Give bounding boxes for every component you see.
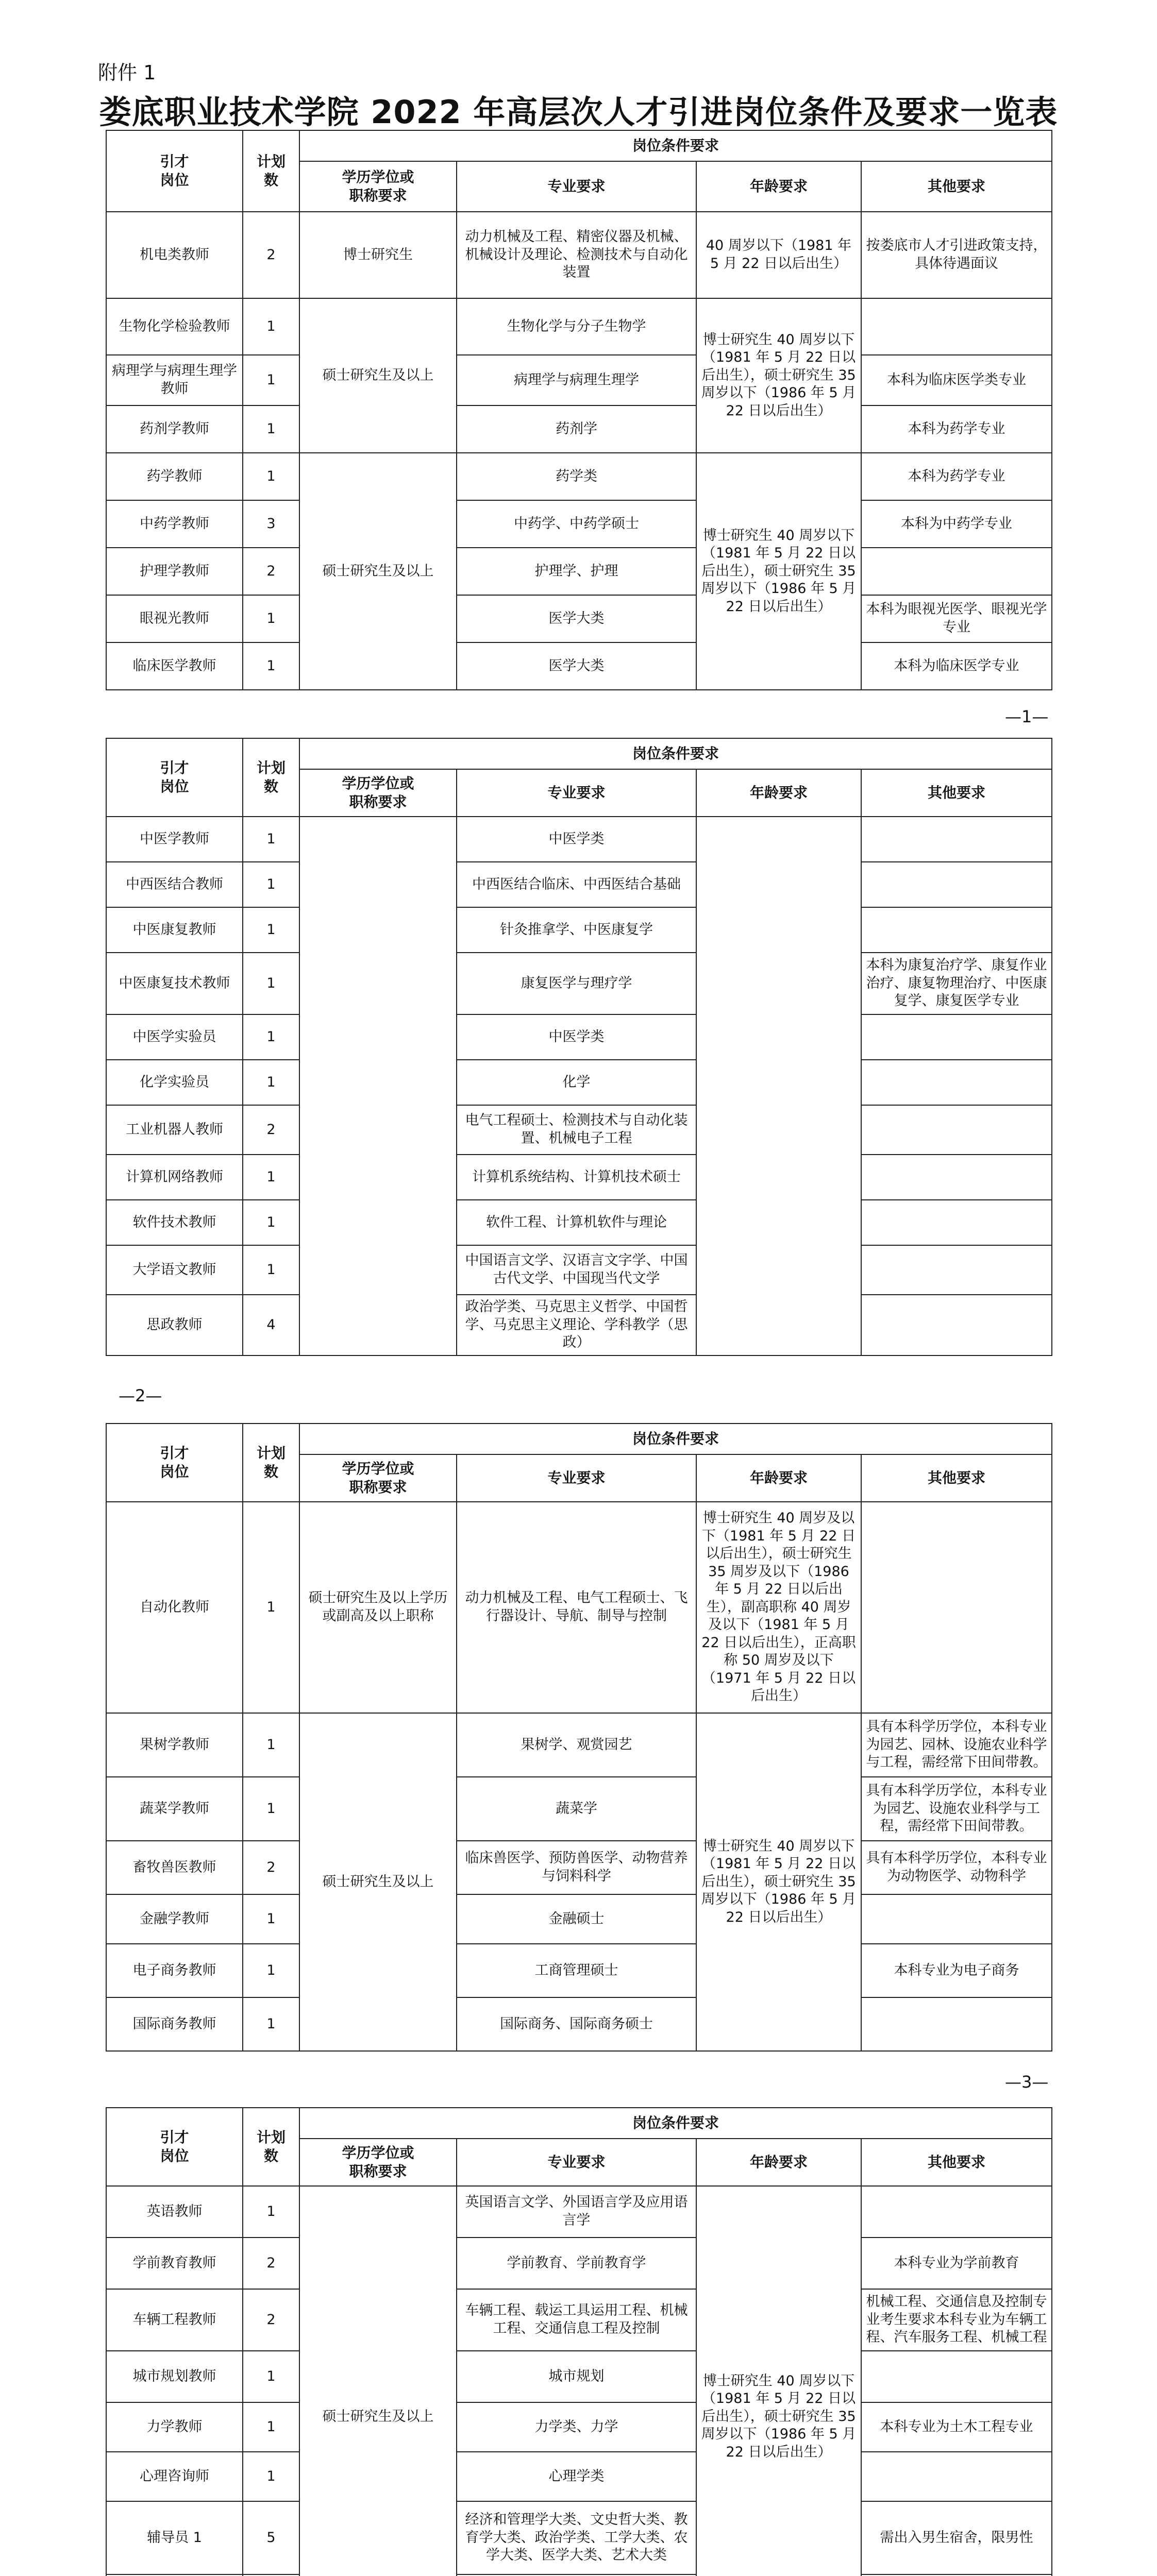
- degree-cell: 硕士研究生及以上: [299, 2186, 457, 2576]
- major-cell: 计算机系统结构、计算机技术硕士: [457, 1155, 696, 1200]
- major-cell: 城市规划: [457, 2351, 696, 2402]
- header-plan: 计划 数: [243, 738, 299, 817]
- header-plan: 计划 数: [243, 1423, 299, 1502]
- other-cell: [861, 862, 1052, 907]
- other-cell: 本科专业为学前教育: [861, 2238, 1052, 2289]
- other-cell: 需出入男生宿舍，限男性: [861, 2501, 1052, 2574]
- other-cell: 本科为药学专业: [861, 453, 1052, 500]
- post-cell: 中医康复教师: [106, 907, 243, 953]
- plan-cell: 2: [243, 212, 299, 298]
- other-cell: 本科为临床医学类专业: [861, 355, 1052, 405]
- plan-cell: 1: [243, 453, 299, 500]
- table-row: [106, 405, 1052, 453]
- other-cell: 具有本科学历学位，本科专业为动物医学、动物科学: [861, 1841, 1052, 1894]
- table-row: [106, 1713, 1052, 1777]
- table-row: [106, 548, 1052, 595]
- post-cell: 病理学与病理生理学教师: [106, 355, 243, 405]
- table-row: [106, 1155, 1052, 1200]
- other-cell: 按娄底市人才引进政策支持，具体待遇面议: [861, 212, 1052, 298]
- table-row: [106, 2501, 1052, 2574]
- major-cell: 英国语言文学、外国语言学及应用语言学: [457, 2186, 696, 2238]
- plan-cell: 2: [243, 1841, 299, 1894]
- major-cell: 护理学、护理: [457, 548, 696, 595]
- post-cell: 金融学教师: [106, 1894, 243, 1944]
- degree-cell: 博士研究生: [299, 212, 457, 298]
- major-cell: 软件工程、计算机软件与理论: [457, 1200, 696, 1245]
- degree-cell: 硕士研究生及以上: [299, 298, 457, 453]
- plan-cell: 1: [243, 2452, 299, 2501]
- post-cell: 自动化教师: [106, 1502, 243, 1713]
- plan-cell: 1: [243, 595, 299, 642]
- table-row: [106, 642, 1052, 690]
- other-cell: 本科为临床医学专业: [861, 642, 1052, 690]
- post-cell: 力学教师: [106, 2402, 243, 2452]
- table-row: [106, 2289, 1052, 2351]
- post-cell: 国际商务教师: [106, 1997, 243, 2051]
- table-row: [106, 2238, 1052, 2289]
- other-cell: [861, 907, 1052, 953]
- other-cell: [861, 2452, 1052, 2501]
- post-cell: 城市规划教师: [106, 2351, 243, 2402]
- plan-cell: 1: [243, 1502, 299, 1713]
- table-row: [106, 1777, 1052, 1841]
- major-cell: 车辆工程、载运工具运用工程、机械工程、交通信息工程及控制: [457, 2289, 696, 2351]
- major-cell: 学前教育、学前教育学: [457, 2238, 696, 2289]
- header-post: 引才 岗位: [106, 1423, 243, 1502]
- page-number: —3—: [1005, 2072, 1049, 2092]
- degree-cell: 硕士研究生及以上: [299, 453, 457, 690]
- table-row: [106, 2452, 1052, 2501]
- page-number: —1—: [1005, 707, 1049, 726]
- header-post: 引才 岗位: [106, 130, 243, 212]
- other-cell: 本科为眼视光医学、眼视光学专业: [861, 595, 1052, 642]
- plan-cell: 1: [243, 1777, 299, 1841]
- major-cell: 金融硕士: [457, 1894, 696, 1944]
- major-cell: 动力机械及工程、精密仪器及机械、机械设计及理论、检测技术与自动化装置: [457, 212, 696, 298]
- post-cell: 机电类教师: [106, 212, 243, 298]
- degree-cell: [299, 817, 457, 1355]
- other-cell: [861, 817, 1052, 862]
- plan-cell: 1: [243, 1894, 299, 1944]
- plan-cell: 1: [243, 355, 299, 405]
- table-row: [106, 1105, 1052, 1155]
- table-row: [106, 1295, 1052, 1355]
- major-cell: 针灸推拿学、中医康复学: [457, 907, 696, 953]
- header-major: 专业要求: [457, 2139, 696, 2186]
- other-cell: 本科为药学专业: [861, 405, 1052, 453]
- post-cell: 药学教师: [106, 453, 243, 500]
- plan-cell: 1: [243, 2402, 299, 2452]
- plan-cell: 5: [243, 2501, 299, 2574]
- plan-cell: 1: [243, 298, 299, 355]
- post-cell: 眼视光教师: [106, 595, 243, 642]
- major-cell: 中医学类: [457, 817, 696, 862]
- header-post: 引才 岗位: [106, 738, 243, 817]
- table-row: [106, 953, 1052, 1014]
- age-cell: 博士研究生 40 周岁以下（1981 年 5 月 22 日以后出生），硕士研究生 35 周岁以下（1986 年 5 月 22 日以后出生）: [696, 298, 861, 453]
- plan-cell: 2: [243, 1105, 299, 1155]
- age-cell: 博士研究生 40 周岁以下（1981 年 5 月 22 日以后出生），硕士研究生 35 周岁以下（1986 年 5 月 22 日以后出生）: [696, 453, 861, 690]
- other-cell: [861, 1997, 1052, 2051]
- age-cell: 40 周岁以下（1981 年 5 月 22 日以后出生）: [696, 212, 861, 298]
- post-cell: 软件技术教师: [106, 1200, 243, 1245]
- plan-cell: 2: [243, 2238, 299, 2289]
- table-row: [106, 1841, 1052, 1894]
- major-cell: 动力机械及工程、电气工程硕士、飞行器设计、导航、制导与控制: [457, 1502, 696, 1713]
- header-plan: 计划 数: [243, 130, 299, 212]
- degree-cell: 硕士研究生及以上: [299, 1713, 457, 2051]
- post-cell: 果树学教师: [106, 1713, 243, 1777]
- table-row: [106, 2186, 1052, 2238]
- header-conditions: 岗位条件要求: [299, 2108, 1052, 2139]
- post-cell: 蔬菜学教师: [106, 1777, 243, 1841]
- requirements-table-2: [106, 738, 1052, 1356]
- table-row: [106, 500, 1052, 548]
- plan-cell: 1: [243, 862, 299, 907]
- plan-cell: 1: [243, 907, 299, 953]
- major-cell: 电气工程硕士、检测技术与自动化装置、机械电子工程: [457, 1105, 696, 1155]
- age-cell: [696, 817, 861, 1355]
- other-cell: 本科专业为电子商务: [861, 1944, 1052, 1997]
- major-cell: 果树学、观赏园艺: [457, 1713, 696, 1777]
- plan-cell: 1: [243, 817, 299, 862]
- header-degree: 学历学位或 职称要求: [299, 769, 457, 817]
- table-row: [106, 298, 1052, 355]
- plan-cell: 1: [243, 1060, 299, 1105]
- major-cell: 药剂学: [457, 405, 696, 453]
- post-cell: 中医康复技术教师: [106, 953, 243, 1014]
- plan-cell: 1: [243, 405, 299, 453]
- major-cell: 病理学与病理生理学: [457, 355, 696, 405]
- other-cell: [861, 1060, 1052, 1105]
- plan-cell: 1: [243, 953, 299, 1014]
- other-cell: [861, 1200, 1052, 1245]
- major-cell: 中医学类: [457, 1014, 696, 1060]
- header-major: 专业要求: [457, 161, 696, 212]
- post-cell: 中医学实验员: [106, 1014, 243, 1060]
- post-cell: 生物化学检验教师: [106, 298, 243, 355]
- post-cell: 辅导员 1: [106, 2501, 243, 2574]
- header-other: 其他要求: [861, 161, 1052, 212]
- table-row: [106, 595, 1052, 642]
- table-row: [106, 1200, 1052, 1245]
- plan-cell: 1: [243, 1997, 299, 2051]
- major-cell: 政治学类、马克思主义哲学、中国哲学、马克思主义理论、学科教学（思政）: [457, 1295, 696, 1355]
- header-major: 专业要求: [457, 1454, 696, 1502]
- table-row: [106, 1502, 1052, 1713]
- plan-cell: 2: [243, 2289, 299, 2351]
- major-cell: 国际商务、国际商务硕士: [457, 1997, 696, 2051]
- requirements-table-3: [106, 1423, 1052, 2052]
- age-cell: 博士研究生 40 周岁以下（1981 年 5 月 22 日以后出生），硕士研究生 35 周岁以下（1986 年 5 月 22 日以后出生）: [696, 1713, 861, 2051]
- post-cell: 思政教师: [106, 1295, 243, 1355]
- post-cell: 畜牧兽医教师: [106, 1841, 243, 1894]
- table-row: [106, 862, 1052, 907]
- major-cell: 化学: [457, 1060, 696, 1105]
- header-major: 专业要求: [457, 769, 696, 817]
- header-degree: 学历学位或 职称要求: [299, 2139, 457, 2186]
- other-cell: [861, 1245, 1052, 1295]
- major-cell: 工商管理硕士: [457, 1944, 696, 1997]
- header-post: 引才 岗位: [106, 2108, 243, 2186]
- header-other: 其他要求: [861, 2139, 1052, 2186]
- table-row: [106, 355, 1052, 405]
- plan-cell: 1: [243, 1155, 299, 1200]
- major-cell: 药学类: [457, 453, 696, 500]
- other-cell: 本科为康复治疗学、康复作业治疗、康复物理治疗、中医康复学、康复医学专业: [861, 953, 1052, 1014]
- post-cell: 化学实验员: [106, 1060, 243, 1105]
- requirements-table-1: [106, 130, 1052, 690]
- plan-cell: 1: [243, 1245, 299, 1295]
- post-cell: 学前教育教师: [106, 2238, 243, 2289]
- plan-cell: 1: [243, 2351, 299, 2402]
- post-cell: 工业机器人教师: [106, 1105, 243, 1155]
- table-row: [106, 1014, 1052, 1060]
- header-age: 年龄要求: [696, 2139, 861, 2186]
- major-cell: 心理学类: [457, 2452, 696, 2501]
- major-cell: 生物化学与分子生物学: [457, 298, 696, 355]
- degree-cell: 硕士研究生及以上学历或副高及以上职称: [299, 1502, 457, 1713]
- header-degree: 学历学位或 职称要求: [299, 1454, 457, 1502]
- header-other: 其他要求: [861, 1454, 1052, 1502]
- post-cell: 中药学教师: [106, 500, 243, 548]
- table-row: [106, 2402, 1052, 2452]
- header-other: 其他要求: [861, 769, 1052, 817]
- age-cell: 博士研究生 40 周岁以下（1981 年 5 月 22 日以后出生），硕士研究生 35 周岁以下（1986 年 5 月 22 日以后出生）: [696, 2186, 861, 2576]
- attachment-label: 附件 1: [98, 61, 156, 84]
- other-cell: [861, 1295, 1052, 1355]
- table-row: [106, 1060, 1052, 1105]
- table-row: [106, 817, 1052, 862]
- major-cell: 蔬菜学: [457, 1777, 696, 1841]
- post-cell: 临床医学教师: [106, 642, 243, 690]
- post-cell: 车辆工程教师: [106, 2289, 243, 2351]
- plan-cell: 1: [243, 1713, 299, 1777]
- plan-cell: 1: [243, 1944, 299, 1997]
- document-title: 娄底职业技术学院 2022 年高层次人才引进岗位条件及要求一览表: [99, 93, 1058, 131]
- other-cell: [861, 2351, 1052, 2402]
- table-row: [106, 1944, 1052, 1997]
- plan-cell: 1: [243, 1200, 299, 1245]
- post-cell: 心理咨询师: [106, 2452, 243, 2501]
- other-cell: 具有本科学历学位，本科专业为园艺、设施农业科学与工程，需经常下田间带教。: [861, 1777, 1052, 1841]
- major-cell: 经济和管理学大类、文史哲大类、教育学大类、政治学类、工学大类、农学大类、医学大类、艺术大类: [457, 2501, 696, 2574]
- major-cell: 临床兽医学、预防兽医学、动物营养与饲料科学: [457, 1841, 696, 1894]
- age-cell: 博士研究生 40 周岁及以下（1981 年 5 月 22 日以后出生），硕士研究生 35 周岁及以下（1986 年 5 月 22 日以后出生），副高职称 40 周岁及以下（1981 年 5 月 22 日以后出生），正高职称 50 周岁及以下（1971 年 5 月 22 日以后出生）: [696, 1502, 861, 1713]
- other-cell: 本科为中药学专业: [861, 500, 1052, 548]
- post-cell: 药剂学教师: [106, 405, 243, 453]
- major-cell: 医学大类: [457, 642, 696, 690]
- header-conditions: 岗位条件要求: [299, 130, 1052, 161]
- post-cell: 计算机网络教师: [106, 1155, 243, 1200]
- major-cell: 力学类、力学: [457, 2402, 696, 2452]
- header-age: 年龄要求: [696, 769, 861, 817]
- post-cell: 英语教师: [106, 2186, 243, 2238]
- other-cell: [861, 1105, 1052, 1155]
- plan-cell: 2: [243, 548, 299, 595]
- major-cell: 中西医结合临床、中西医结合基础: [457, 862, 696, 907]
- plan-cell: 1: [243, 2186, 299, 2238]
- other-cell: 本科专业为土木工程专业: [861, 2402, 1052, 2452]
- other-cell: [861, 1502, 1052, 1713]
- requirements-table-4: [106, 2107, 1052, 2576]
- other-cell: [861, 1014, 1052, 1060]
- major-cell: 康复医学与理疗学: [457, 953, 696, 1014]
- other-cell: [861, 1155, 1052, 1200]
- other-cell: 机械工程、交通信息及控制专业考生要求本科专业为车辆工程、汽车服务工程、机械工程: [861, 2289, 1052, 2351]
- header-conditions: 岗位条件要求: [299, 738, 1052, 769]
- table-row: [106, 1894, 1052, 1944]
- table-row: [106, 2351, 1052, 2402]
- table-row: [106, 212, 1052, 298]
- plan-cell: 1: [243, 1014, 299, 1060]
- other-cell: 具有本科学历学位，本科专业为园艺、园林、设施农业科学与工程，需经常下田间带教。: [861, 1713, 1052, 1777]
- header-plan: 计划 数: [243, 2108, 299, 2186]
- header-conditions: 岗位条件要求: [299, 1423, 1052, 1454]
- table-row: [106, 1997, 1052, 2051]
- header-age: 年龄要求: [696, 161, 861, 212]
- major-cell: 中国语言文学、汉语言文字学、中国古代文学、中国现当代文学: [457, 1245, 696, 1295]
- other-cell: [861, 1894, 1052, 1944]
- page-number: —2—: [119, 1386, 162, 1405]
- table-row: [106, 907, 1052, 953]
- major-cell: 医学大类: [457, 595, 696, 642]
- other-cell: [861, 548, 1052, 595]
- post-cell: 大学语文教师: [106, 1245, 243, 1295]
- post-cell: 护理学教师: [106, 548, 243, 595]
- post-cell: 电子商务教师: [106, 1944, 243, 1997]
- post-cell: 中西医结合教师: [106, 862, 243, 907]
- table-row: [106, 1245, 1052, 1295]
- table-row: [106, 453, 1052, 500]
- plan-cell: 1: [243, 642, 299, 690]
- major-cell: 中药学、中药学硕士: [457, 500, 696, 548]
- other-cell: [861, 298, 1052, 355]
- post-cell: 中医学教师: [106, 817, 243, 862]
- header-age: 年龄要求: [696, 1454, 861, 1502]
- plan-cell: 4: [243, 1295, 299, 1355]
- header-degree: 学历学位或 职称要求: [299, 161, 457, 212]
- other-cell: [861, 2186, 1052, 2238]
- plan-cell: 3: [243, 500, 299, 548]
